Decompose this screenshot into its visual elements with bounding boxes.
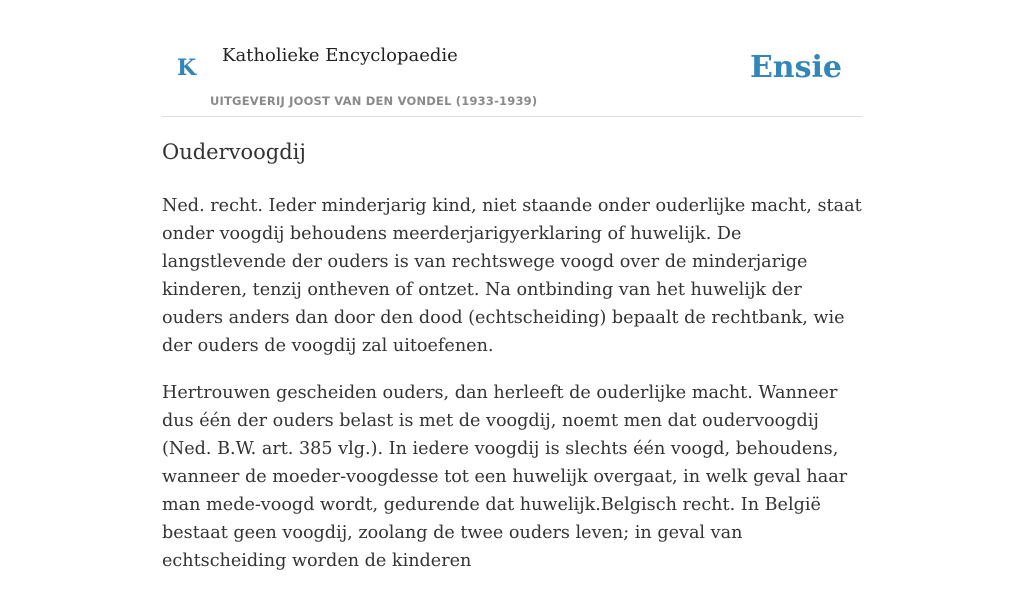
article-title: Oudervoogdij	[162, 140, 306, 164]
ensie-logo-link[interactable]: Ensie	[749, 50, 842, 85]
encyclopedia-logo[interactable]: K	[177, 55, 197, 81]
site-header	[162, 0, 862, 117]
encyclopedia-title-link[interactable]: Katholieke Encyclopaedie	[222, 45, 458, 66]
article-paragraph: Ned. recht. Ieder minderjarig kind, niet staande onder ouderlijke macht, staat onder voogdij behoudens meerderjarigyerklaring of huwelijk. De langstlevende der ouders is van rechtswege voogd over de minderjarige kinderen, tenzij ontheven of ontzet. Na ontbinding van het huwelijk der ouders anders dan door den dood (echtscheiding) bepaalt de rechtbank, wie der ouders de voogdij zal uitoefenen.	[162, 196, 862, 356]
publisher-subtitle: UITGEVERIJ JOOST VAN DEN VONDEL (1933-1939)	[210, 94, 538, 108]
article-paragraph: Hertrouwen gescheiden ouders, dan herleeft de ouderlijke macht. Wanneer dus één der ouders belast is met de voogdij, noemt men dat oudervoogdij (Ned. B.W. art. 385 vlg.). In iedere voogdij is slechts één voogd, behoudens, wanneer de moeder-voogdesse tot een huwelijk overgaat, in welk geval haar man mede-voogd wordt, gedurende dat huwelijk.Belgisch recht. In België bestaat geen voogdij, zoolang de twee ouders leven; in geval van echtscheiding worden de kinderen	[162, 383, 848, 571]
article-body	[162, 192, 862, 594]
